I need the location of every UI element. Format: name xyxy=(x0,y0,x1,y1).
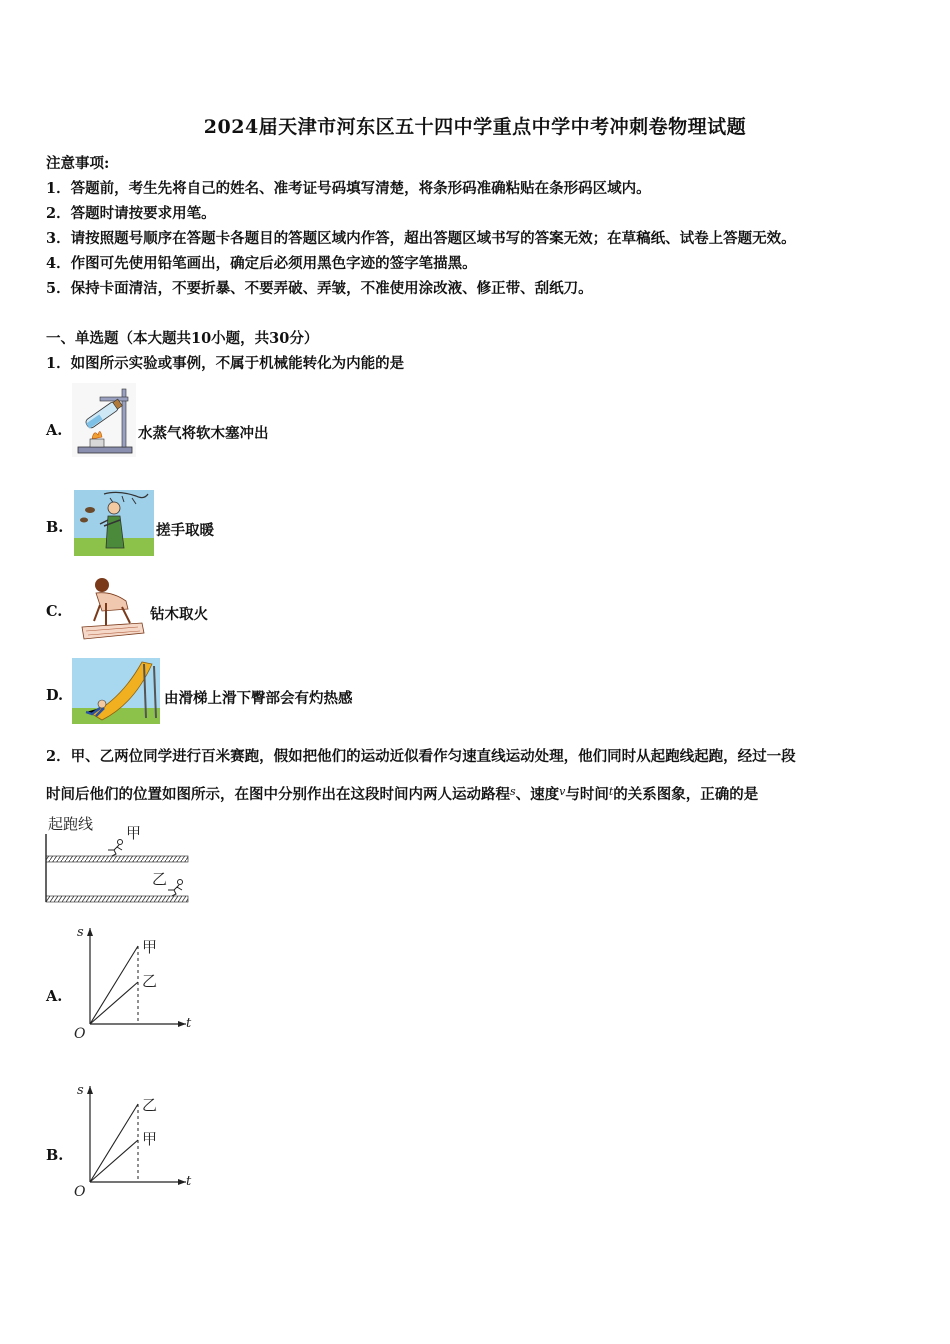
y-axis-arrow-icon xyxy=(87,928,93,936)
origin-label: O xyxy=(74,1184,86,1200)
slide-image xyxy=(72,658,160,724)
q2-stem-line1: 2．甲、乙两位同学进行百米赛跑，假如把他们的运动近似看作匀速直线运动处理，他们同时从起跑线起跑，经过一段 xyxy=(46,748,796,765)
upper-line-label: 甲 xyxy=(142,938,158,956)
steam-cork-apparatus-image xyxy=(72,383,136,457)
rubbing-hands-image xyxy=(74,490,154,556)
note-item: 5．保持卡面清洁，不要折暴、不要弄破、弄皱，不准使用涂改液、修正带、刮纸刀。 xyxy=(46,280,593,297)
q2-stem-line2-b: 的关系图象，正确的是 xyxy=(613,786,759,803)
notes-heading: 注意事项: xyxy=(46,155,110,172)
lane-divider xyxy=(46,856,188,862)
race-track-figure xyxy=(42,812,192,908)
q2-option-a-graph xyxy=(70,924,196,1044)
note-item: 2．答题时请按要求用笔。 xyxy=(46,205,216,222)
runner-yi-label: 乙 xyxy=(152,870,168,888)
q2-option-b-letter: B. xyxy=(46,1147,64,1164)
drill-wood-fire-image xyxy=(72,575,148,643)
q2-stem-line2-a: 时间后他们的位置如图所示，在图中分别作出在这段时间内两人运动路程 xyxy=(46,786,510,803)
x-axis-label: t xyxy=(186,1016,192,1031)
start-line-label: 起跑线 xyxy=(48,815,94,833)
note-item: 1．答题前，考生先将自己的姓名、准考证号码填写清楚，将条形码准确粘贴在条形码区域内。 xyxy=(46,180,651,197)
lower-line-label: 乙 xyxy=(142,972,158,990)
lower-line-label: 甲 xyxy=(142,1130,158,1148)
x-axis-arrow-icon xyxy=(178,1179,186,1185)
upper-line xyxy=(90,946,138,1024)
q1-option-d-letter: D. xyxy=(46,687,64,704)
q2-option-b-graph xyxy=(70,1082,196,1202)
var-s: s xyxy=(510,785,516,798)
q1-option-c-letter: C. xyxy=(46,603,63,620)
y-axis-arrow-icon xyxy=(87,1086,93,1094)
runner-yi-icon xyxy=(168,880,183,897)
y-axis-label: s xyxy=(77,1083,84,1098)
runner-jia-icon xyxy=(108,840,123,857)
lower-line xyxy=(90,982,138,1024)
q1-stem: 1．如图所示实验或事例，不属于机械能转化为内能的是 xyxy=(46,355,405,372)
origin-label: O xyxy=(74,1026,86,1042)
note-item: 4．作图可先使用铅笔画出，确定后必须用黑色字迹的签字笔描黑。 xyxy=(46,255,477,272)
runner-jia-label: 甲 xyxy=(126,824,142,842)
page-title: 2024届天津市河东区五十四中学重点中学中考冲刺卷物理试题 xyxy=(203,116,747,138)
var-v: v xyxy=(559,785,566,798)
q2-option-a-letter: A. xyxy=(46,988,63,1005)
note-item: 3．请按照题号顺序在答题卡各题目的答题区域内作答，超出答题区域书写的答案无效；在草稿纸、试卷上答题无效。 xyxy=(46,230,796,247)
lower-line xyxy=(90,1140,138,1182)
x-axis-label: t xyxy=(186,1174,192,1189)
section-heading: 一、单选题（本大题共10小题，共30分） xyxy=(46,330,319,347)
q1-option-b-letter: B. xyxy=(46,519,64,536)
q1-option-b-text: 搓手取暖 xyxy=(156,522,214,539)
q2-stem-line2 xyxy=(46,783,758,804)
lane-divider xyxy=(46,896,188,902)
x-axis-arrow-icon xyxy=(178,1021,186,1027)
upper-line xyxy=(90,1104,138,1182)
y-axis-label: s xyxy=(77,925,84,940)
q1-option-a-text: 水蒸气将软木塞冲出 xyxy=(138,425,269,442)
q2-sep2: 与时间 xyxy=(565,786,609,803)
q1-option-d-text: 由滑梯上滑下臀部会有灼热感 xyxy=(164,690,353,707)
q1-option-a-letter: A. xyxy=(46,422,63,439)
var-t: t xyxy=(608,785,614,798)
upper-line-label: 乙 xyxy=(142,1096,158,1114)
q1-option-c-text: 钻木取火 xyxy=(150,606,208,623)
q2-sep1: 、速度 xyxy=(515,786,560,803)
